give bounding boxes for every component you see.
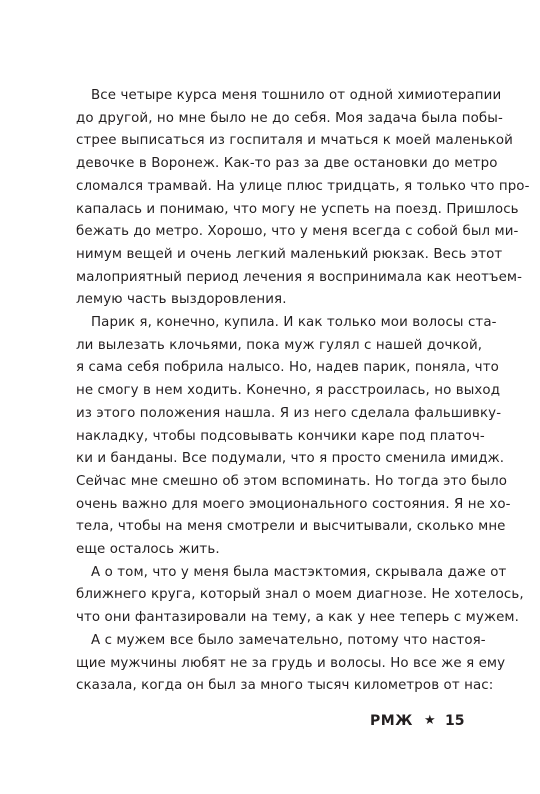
page-number: 15 [445, 713, 465, 729]
text-line: девочке в Воронеж. Как-то раз за две остановки до метро [76, 156, 498, 172]
text-line: накладку, чтобы подсовывать кончики каре под платоч- [76, 428, 485, 444]
text-line: сказала, когда он был за много тысяч километров от нас: [76, 678, 494, 694]
text-line: не смогу в нем ходить. Конечно, я расстроилась, но выход [76, 383, 501, 399]
star-icon: ★ [424, 713, 436, 728]
text-line: из этого положения нашла. Я из него сделала фальшивку- [76, 405, 502, 421]
text-line: щие мужчины любят не за грудь и волосы. Но все же я ему [76, 655, 506, 671]
text-line: до другой, но мне было не до себя. Моя задача была побы- [76, 110, 503, 126]
text-line: ки и банданы. Все подумали, что я просто сменила имидж. [76, 451, 505, 467]
text-line: А с мужем все было замечательно, потому что настоя- [91, 632, 486, 648]
text-line: что они фантазировали на тему, а как у нее теперь с мужем. [76, 610, 519, 626]
text-line: Все четыре курса меня тошнило от одной химиотерапии [91, 88, 502, 103]
text-line: ближнего круга, который знал о моем диагнозе. Не хотелось, [76, 587, 524, 603]
text-line: нимум вещей и очень легкий маленький рюкзак. Весь этот [76, 246, 503, 262]
running-footer [370, 711, 470, 731]
text-line: малоприятный период лечения я воспринимала как неотъем- [76, 269, 523, 285]
text-line: сломался трамвай. На улице плюс тридцать, я только что про- [76, 178, 530, 194]
text-line: очень важно для моего эмоционального состояния. Я не хо- [76, 496, 511, 512]
text-line: Сейчас мне смешно об этом вспоминать. Но тогда это было [76, 473, 508, 489]
text-line: Парик я, конечно, купила. И как только мои волосы ста- [91, 315, 497, 330]
footer-brand: РМЖ [370, 713, 413, 729]
text-line: лемую часть выздоровления. [76, 292, 287, 308]
text-line: еще осталось жить. [76, 542, 220, 557]
text-line: А о том, что у меня была мастэктомия, скрывала даже от [91, 564, 507, 580]
text-line: тела, чтобы на меня смотрели и высчитывали, сколько мне [76, 519, 506, 535]
text-line: капалась и понимаю, что могу не успеть на поезд. Пришлось [76, 201, 519, 217]
text-line: ли вылезать клочьями, пока муж гулял с нашей дочкой, [76, 337, 483, 353]
text-line: бежать до метро. Хорошо, что у меня всегда с собой был ми- [76, 224, 519, 240]
text-line: я сама себя побрила налысо. Но, надев парик, поняла, что [76, 360, 499, 376]
text-line: стрее выписаться из госпиталя и мчаться к моей маленькой [76, 133, 513, 149]
